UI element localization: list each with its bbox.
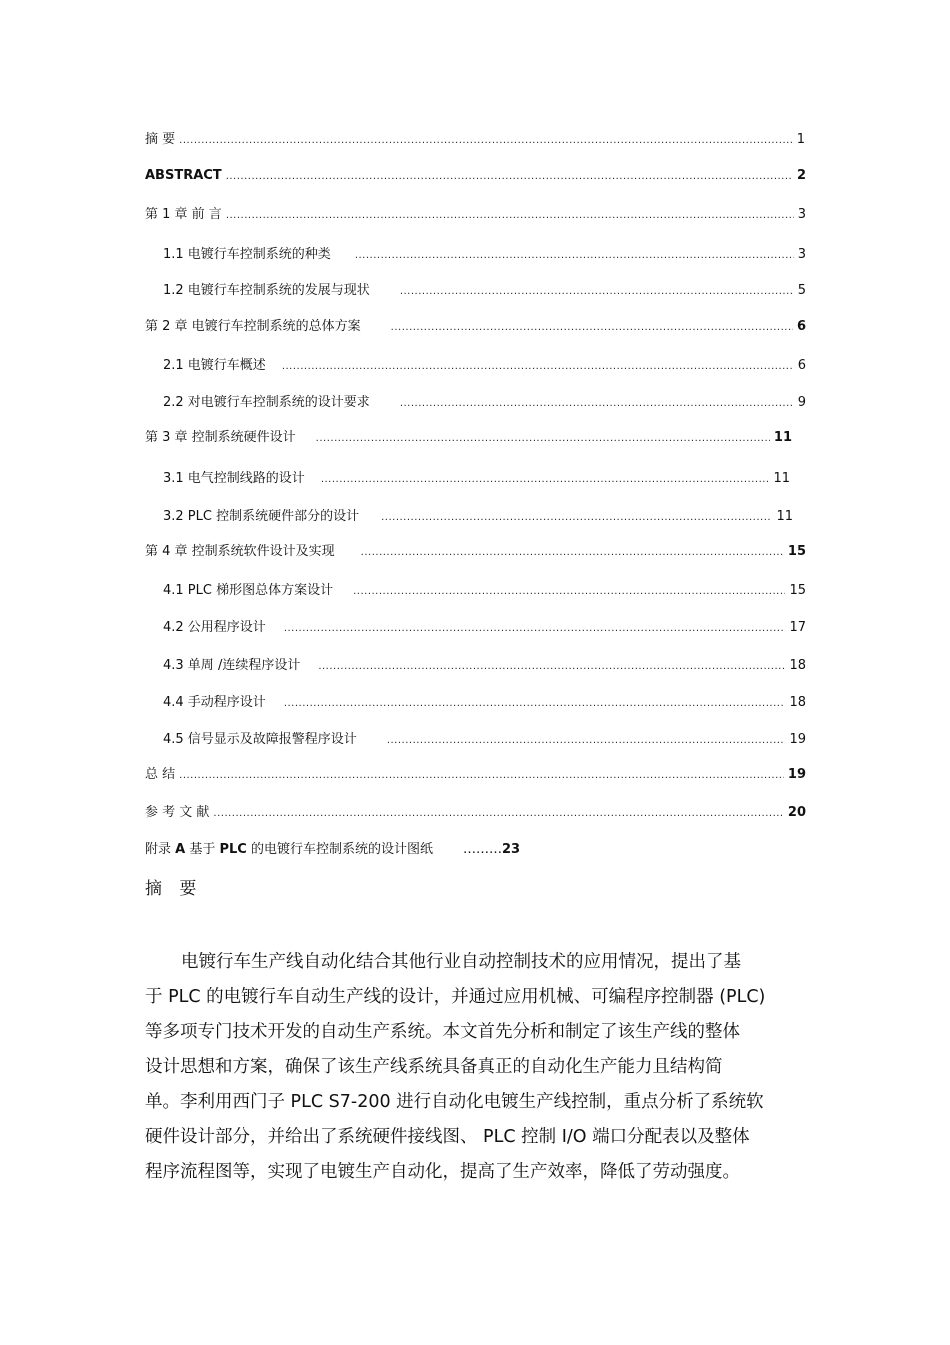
- toc-entry-page: 5: [797, 283, 806, 298]
- toc-leader-dots: [381, 511, 772, 524]
- toc-entry-page: 3: [797, 207, 806, 222]
- toc-entry-page: 15: [789, 583, 806, 598]
- toc-entry-label: 第 3 章 控制系统硬件设计: [145, 430, 296, 445]
- toc-entry-label: 1.1 电镀行车控制系统的种类: [163, 247, 331, 262]
- toc-leader-dots: [400, 285, 794, 298]
- toc-entry-page: 1: [796, 132, 805, 147]
- toc-entry[interactable]: [163, 691, 806, 710]
- toc-entry-label: 4.3 单周 /连续程序设计: [163, 658, 301, 673]
- toc-entry-page: 18: [789, 695, 806, 710]
- abstract-line: 于 PLC 的电镀行车自动生产线的设计，并通过应用机械、可编程序控制器 (PLC): [145, 987, 766, 1007]
- abstract-line: 单。李利用西门子 PLC S7-200 进行自动化电镀生产线控制，重点分析了系统软: [145, 1092, 764, 1112]
- toc-entry[interactable]: [145, 315, 806, 334]
- appendix-page: 23: [501, 842, 521, 857]
- toc-entry-label: 4.5 信号显示及故障报警程序设计: [163, 732, 357, 747]
- appendix-prefix: 附录: [145, 842, 176, 857]
- toc-entry-page: 9: [797, 395, 806, 410]
- toc-entry[interactable]: [163, 279, 806, 298]
- toc-entry-page: 19: [789, 732, 806, 747]
- toc-entry-label: 第 2 章 电镀行车控制系统的总体方案: [145, 319, 361, 334]
- toc-leader-dots: [179, 769, 784, 782]
- toc-entry-page: 3: [797, 247, 806, 262]
- toc-entry-page: 20: [787, 805, 806, 820]
- toc-entry[interactable]: [145, 763, 806, 782]
- toc-entry[interactable]: [145, 168, 806, 183]
- appendix-text-1: 基于: [185, 842, 220, 857]
- toc-leader-dots: [282, 360, 794, 373]
- abstract-line: 等多项专门技术开发的自动生产系统。本文首先分析和制定了该生产线的整体: [145, 1022, 740, 1042]
- toc-entry-page: 11: [776, 509, 793, 524]
- toc-leader-dots: [361, 546, 784, 559]
- toc-leader-dots: [353, 585, 785, 598]
- toc-entry-label: 摘 要: [145, 132, 176, 147]
- appendix-plc: PLC: [219, 842, 247, 857]
- appendix-leader: ………: [462, 842, 502, 857]
- toc-leader-dots: [284, 622, 786, 635]
- abstract-line: 硬件设计部分，并给出了系统硬件接线图、 PLC 控制 I/O 端口分配表以及整体: [145, 1127, 750, 1147]
- toc-entry-label: 第 1 章 前 言: [145, 207, 222, 222]
- toc-entry[interactable]: [145, 426, 792, 445]
- toc-entry-label: 1.2 电镀行车控制系统的发展与现状: [163, 283, 370, 298]
- toc-entry[interactable]: [145, 801, 806, 820]
- toc-entry[interactable]: [163, 467, 790, 486]
- toc-entry-label: 3.2 PLC 控制系统硬件部分的设计: [163, 509, 360, 524]
- toc-leader-dots: [387, 734, 786, 747]
- toc-leader-dots: [318, 660, 785, 673]
- toc-entry[interactable]: [145, 128, 805, 147]
- toc-entry[interactable]: [163, 354, 806, 373]
- toc-entry-label: 第 4 章 控制系统软件设计及实现: [145, 544, 335, 559]
- abstract-heading: 摘 要: [145, 879, 203, 899]
- toc-entry-label: 4.1 PLC 梯形图总体方案设计: [163, 583, 334, 598]
- toc-entry-label: 4.4 手动程序设计: [163, 695, 266, 710]
- toc-leader-dots: [179, 134, 793, 147]
- toc-entry[interactable]: [163, 391, 806, 410]
- toc-entry-label: 4.2 公用程序设计: [163, 620, 266, 635]
- toc-entry[interactable]: [163, 728, 806, 747]
- toc-entry[interactable]: [145, 203, 806, 222]
- abstract-body: [145, 945, 817, 1190]
- toc-entry-page: 2: [796, 168, 806, 183]
- toc-leader-dots: [284, 697, 786, 710]
- toc-leader-dots: [316, 432, 770, 445]
- toc-entry-label: 2.2 对电镀行车控制系统的设计要求: [163, 395, 370, 410]
- toc-leader-dots: [213, 807, 784, 820]
- toc-entry-page: 18: [789, 658, 806, 673]
- appendix-letter: A: [175, 842, 186, 857]
- toc-entry[interactable]: [163, 654, 806, 673]
- toc-leader-dots: [355, 249, 794, 262]
- toc-entry-label: 2.1 电镀行车概述: [163, 358, 266, 373]
- toc-entry[interactable]: [163, 505, 793, 524]
- toc-entry-label: ABSTRACT: [145, 168, 222, 183]
- abstract-line: 电镀行车生产线自动化结合其他行业自动控制技术的应用情况，提出了基: [181, 952, 741, 972]
- toc-leader-dots: [226, 170, 793, 183]
- toc-entry-page: 11: [773, 471, 790, 486]
- toc-entry-page: 11: [773, 430, 792, 445]
- toc-entry[interactable]: [163, 243, 806, 262]
- toc-entry[interactable]: [163, 579, 806, 598]
- appendix-text-2: 的电镀行车控制系统的设计图纸: [246, 842, 433, 857]
- toc-entry-label: 总 结: [145, 767, 176, 782]
- toc-entry-appendix[interactable]: [145, 838, 520, 857]
- toc-entry-page: 6: [796, 319, 806, 334]
- toc-leader-dots: [391, 321, 793, 334]
- toc-entry-page: 17: [789, 620, 806, 635]
- toc-leader-dots: [226, 209, 794, 222]
- toc-entry-page: 19: [787, 767, 806, 782]
- toc-entry-label: 3.1 电气控制线路的设计: [163, 471, 305, 486]
- toc-entry-page: 6: [797, 358, 806, 373]
- abstract-line: 程序流程图等，实现了电镀生产自动化，提高了生产效率，降低了劳动强度。: [145, 1162, 740, 1182]
- toc-leader-dots: [400, 397, 794, 410]
- abstract-line: 设计思想和方案，确保了该生产线系统具备真正的自动化生产能力且结构简: [145, 1057, 723, 1077]
- toc-entry-page: 15: [787, 544, 806, 559]
- toc-entry[interactable]: [145, 540, 806, 559]
- toc-entry-label: 参 考 文 献: [145, 805, 210, 820]
- toc-leader-dots: [321, 473, 770, 486]
- toc-entry[interactable]: [163, 616, 806, 635]
